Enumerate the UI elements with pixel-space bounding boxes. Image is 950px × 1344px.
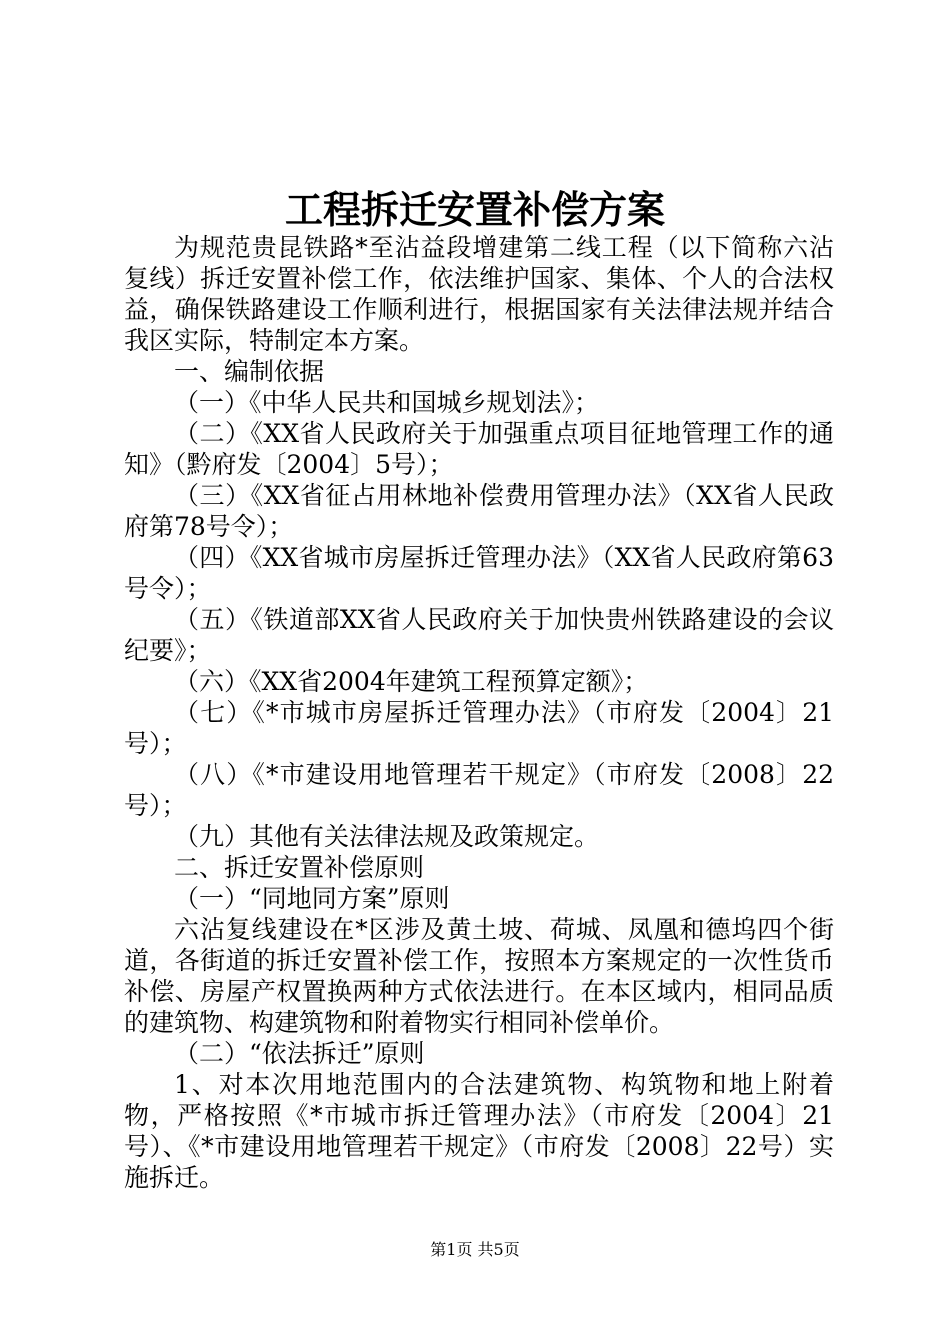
basis-item-3: （三）《XX省征占用林地补偿费用管理办法》（XX省人民政府第78号令）； bbox=[124, 481, 834, 541]
document-title: 工程拆迁安置补偿方案 bbox=[284, 187, 665, 232]
page-number: 第1页 共5页 bbox=[430, 1240, 520, 1259]
principle-2-heading: （二）“依法拆迁”原则 bbox=[174, 1039, 425, 1068]
document-body bbox=[124, 232, 834, 1193]
basis-item-6: （六）《XX省2004年建筑工程预算定额》； bbox=[174, 667, 649, 696]
basis-item-8: （八）《*市建设用地管理若干规定》（市府发〔2008〕22号）； bbox=[124, 760, 834, 820]
basis-item-9: （九）其他有关法律法规及政策规定。 bbox=[174, 822, 600, 851]
heading-basis: 一、编制依据 bbox=[174, 357, 325, 386]
basis-item-4: （四）《XX省城市房屋拆迁管理办法》（XX省人民政府第63号令）； bbox=[124, 543, 834, 603]
heading-principles: 二、拆迁安置补偿原则 bbox=[174, 853, 425, 882]
paragraph-intro: 为规范贵昆铁路*至沾益段增建第二线工程（以下简称六沾复线）拆迁安置补偿工作，依法维护国家、集体、个人的合法权益，确保铁路建设工作顺利进行，根据国家有关法律法规并结合我区实际，特制定本方案。 bbox=[124, 233, 834, 355]
basis-item-7: （七）《*市城市房屋拆迁管理办法》（市府发〔2004〕21号）； bbox=[124, 698, 834, 758]
basis-item-1: （一）《中华人民共和国城乡规划法》； bbox=[174, 388, 600, 417]
principle-1-heading: （一）“同地同方案”原则 bbox=[174, 884, 450, 913]
basis-item-5: （五）《铁道部XX省人民政府关于加快贵州铁路建设的会议纪要》； bbox=[124, 605, 834, 665]
principle-1-text: 六沾复线建设在*区涉及黄土坡、荷城、凤凰和德坞四个街道，各街道的拆迁安置补偿工作，按照本方案规定的一次性货币补偿、房屋产权置换两种方式依法进行。在本区域内，相同品质的建筑物、构建筑物和附着物实行相同补偿单价。 bbox=[124, 915, 834, 1037]
principle-2-item-1: 1、对本次用地范围内的合法建筑物、构筑物和地上附着物，严格按照《*市城市拆迁管理办法》（市府发〔2004〕21号）、《*市建设用地管理若干规定》（市府发〔2008〕22号）实施拆迁。 bbox=[124, 1070, 834, 1192]
basis-item-2: （二）《XX省人民政府关于加强重点项目征地管理工作的通知》（黔府发〔2004〕5号）； bbox=[124, 419, 834, 479]
